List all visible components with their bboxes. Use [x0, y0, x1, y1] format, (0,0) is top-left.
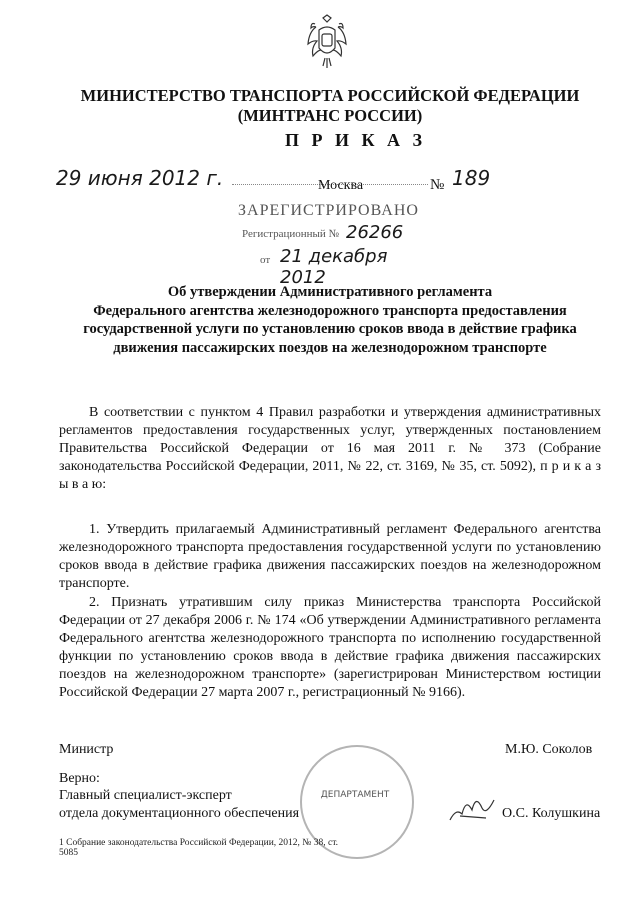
registration-stamp-title: ЗАРЕГИСТРИРОВАНО: [238, 202, 419, 219]
intro-paragraph: В соответствии с пунктом 4 Правил разработки и утверждения административных регламентов предоставления государственных услуг, утвержденных постановлением Правительства Российской Федерации от 16 мая 2011 г. № 373 (Собрание законодательства Российской Федерации, 2011, № 22, ст. 3169, № 35, ст. 5092), п р и к а з ы в а ю:: [59, 405, 601, 492]
handwritten-signature: [446, 790, 498, 826]
minister-name: М.Ю. Соколов: [505, 742, 593, 757]
verified-label: Верно:: [59, 771, 100, 786]
coat-of-arms-icon: [305, 14, 349, 70]
specialist-title: Главный специалист-эксперт: [59, 788, 232, 803]
registration-number: 26266: [346, 222, 404, 243]
ministry-name: МИНИСТЕРСТВО ТРАНСПОРТА РОССИЙСКОЙ ФЕДЕРАЦИИ: [80, 86, 580, 105]
registration-date: 21 декабря 2012: [280, 246, 388, 288]
document-title: [60, 283, 600, 357]
order-date: 29 июня 2012 г.: [56, 166, 224, 190]
minister-label: Министр: [59, 742, 114, 757]
title-line: Об утверждении Административного регламента: [167, 284, 493, 300]
title-line: государственной услуги по установлению сроков ввода в действие графика: [83, 321, 577, 337]
registration-date-label: от: [260, 254, 271, 266]
title-line: движения пассажирских поездов на железнодорожном транспорте: [113, 339, 547, 356]
order-item-2: 2. Признать утратившим силу приказ Министерства транспорта Российской Федерации от 27 декабря 2006 г. № 174 «Об утверждении Административного регламента Федерального агентства железнодорожного транспорта по исполнению государственной функции по установлению сроков ввода в действие графика движения пассажирских поездов на железнодорожном транспорте» (зарегистрирован Министерством юстиции Российской Федерации 27 марта 2007 г., регистрационный № 9166).: [59, 595, 601, 700]
ministry-short-name: (МИНТРАНС РОССИИ): [237, 106, 423, 125]
specialist-department: отдела документационного обеспечения: [59, 806, 300, 821]
order-number: 189: [452, 166, 491, 190]
order-city: Москва: [318, 178, 364, 193]
order-item-1: 1. Утвердить прилагаемый Административный регламент Федерального агентства железнодорожного транспорта предоставления государственной услуги по установлению сроков ввода в действие графика движения пассажирских поездов на железнодорожном транспорте.: [59, 522, 601, 591]
order-number-label: №: [430, 177, 445, 193]
document-type: П Р И К А З: [285, 130, 427, 150]
seal-text: ДЕПАРТАМЕНТ: [320, 790, 390, 800]
registration-stamp: [232, 198, 422, 288]
specialist-name: О.С. Колушкина: [502, 806, 601, 821]
footnote: 1 Собрание законодательства Российской Федерации, 2012, № 38, ст. 5085: [59, 838, 339, 858]
ministry-header: [60, 86, 600, 126]
registration-number-label: Регистрационный №: [242, 228, 340, 240]
title-line: Федерального агентства железнодорожного транспорта предоставления: [93, 302, 567, 319]
